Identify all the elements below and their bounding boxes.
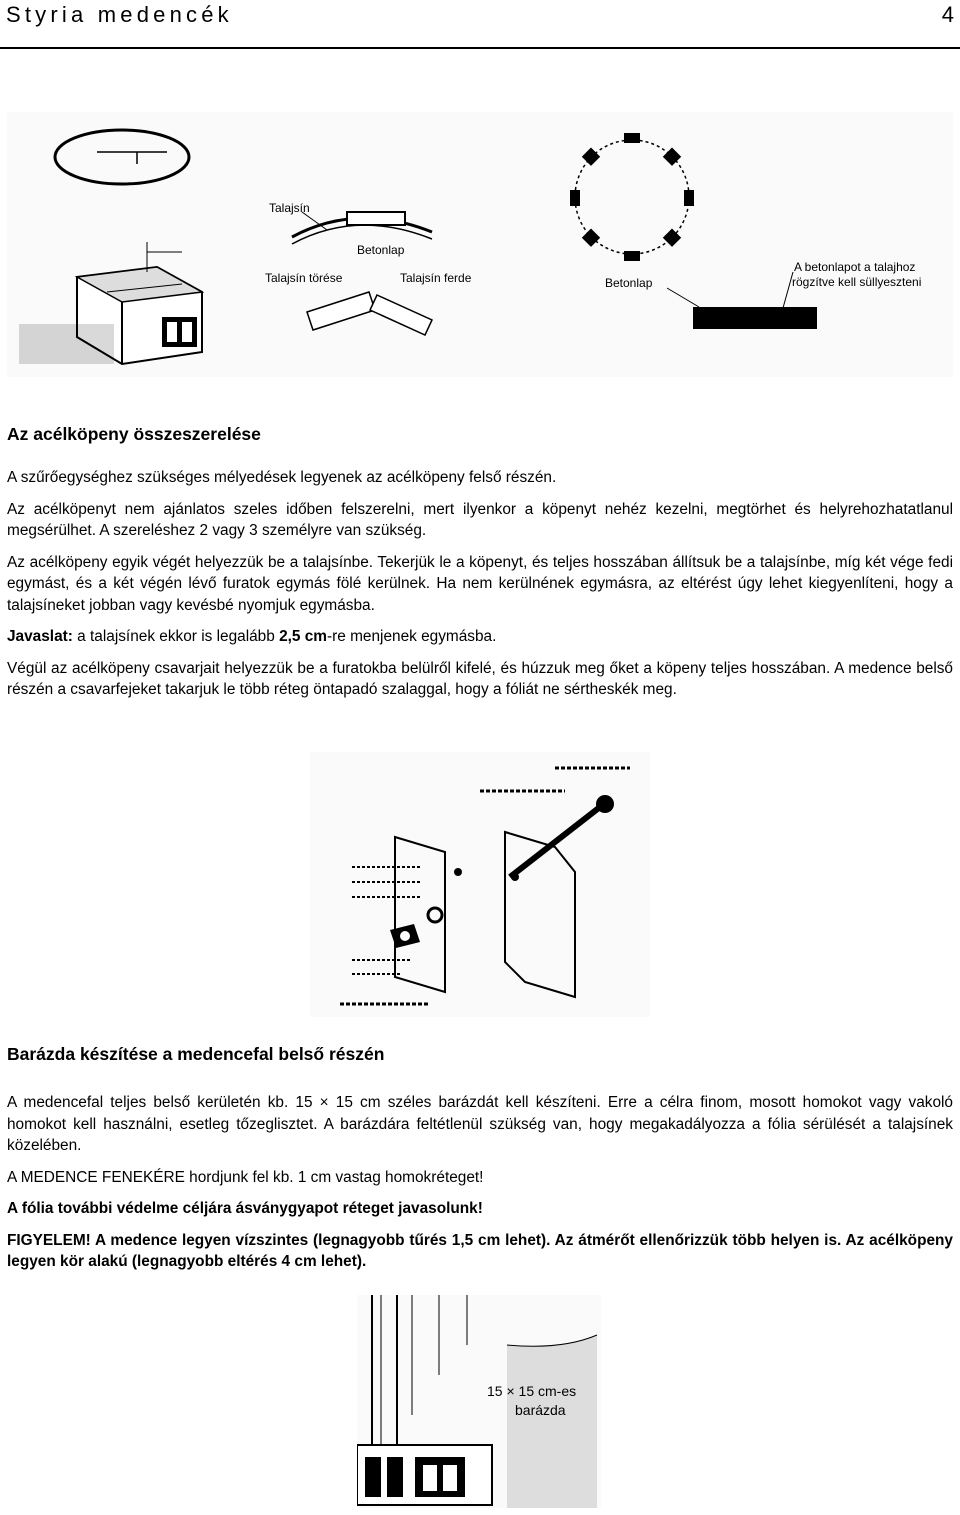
warning-paragraph: FIGYELEM! A medence legyen vízszintes (legnagyobb tűrés 1,5 cm lehet). Az átmérőt ellenőrizzük több helyen is. Az acélköpeny legyen kör alakú (legnagyobb eltérés 4 cm lehet).	[7, 1231, 953, 1270]
label-sullyeszt-1: A betonlapot a talajhoz	[794, 260, 916, 274]
groove-figure	[357, 1295, 601, 1508]
section-title: Az acélköpeny összeszerelése	[7, 424, 261, 444]
paragraph: Végül az acélköpeny csavarjait helyezzük be a furatokba belülről kifelé, és húzzuk meg őket a köpeny teljes hosszában. A medence belső részén a csavarfejeket takarjuk le több réteg öntapadó szalaggal, hogy a fóliát ne sértheskék meg.	[7, 659, 953, 698]
paragraph: A medencefal teljes belső kerületén kb. 15 × 15 cm széles barázdát kell készíteni. Erre a célra finom, mosott homokot vagy vakoló homokot kell használni, esetleg tőzeglisztet. A barázdára feltétlenül szükség van, hogy megakadályozza a fólia sérülését a talajsínek közelében.	[7, 1094, 953, 1154]
label-groove-2: barázda	[515, 1402, 566, 1418]
section-steel-wall-assembly	[7, 424, 953, 701]
ground-rail-figure	[7, 112, 953, 377]
recommendation-paragraph: Javaslat: a talajsínek ekkor is legalább 2,5 cm-re menjenek egymásba.	[7, 628, 497, 645]
page-header	[0, 0, 960, 50]
label-betonlap-2: Betonlap	[605, 276, 653, 290]
label-betonlap: Betonlap	[357, 243, 405, 257]
paragraph: Az acélköpenyt nem ajánlatos szeles időben felszerelni, mert ilyenkor a köpenyt nehéz kezelni, megtörhet és helyrehozhatatlanul megsérülhet. A szereléshez 2 vagy 3 személyre van szükség.	[7, 500, 953, 539]
section-title: Barázda készítése a medencefal belső részén	[7, 1044, 385, 1064]
recommendation-label: Javaslat:	[7, 628, 73, 645]
label-talajsin: Talajsín	[269, 201, 310, 215]
label-groove-1: 15 × 15 cm-es	[487, 1383, 577, 1399]
paragraph: A MEDENCE FENEKÉRE hordjunk fel kb. 1 cm vastag homokréteget!	[7, 1168, 484, 1186]
label-talajsin-torese: Talajsín törése	[265, 271, 343, 285]
header-divider	[0, 47, 960, 49]
paragraph: Az acélköpeny egyik végét helyezzük be a talajsínbe. Tekerjük le a köpenyt, és teljes hosszában állítsuk be a talajsínbe, míg két vége fedi egymást, és a két végén lévő furatok egymás fölé kerülnek. Ha nem kerülnének egymásra, az eltérést úgy lehet kiegyenlíteni, hogy a talajsíneket jobban vagy kevésbé nyomjuk egymásba.	[7, 553, 953, 614]
bolt-assembly-figure	[310, 752, 650, 1017]
label-sullyeszt-2: rögzítve kell süllyeszteni	[792, 275, 922, 289]
label-talajsin-ferde: Talajsín ferde	[400, 271, 472, 285]
page-number: 4	[941, 2, 954, 27]
section-groove	[7, 1044, 953, 1273]
header-title: Styria medencék	[6, 2, 233, 27]
paragraph: A szűrőegységhez szükséges mélyedések legyenek az acélköpeny felső részén.	[7, 469, 557, 486]
paragraph-bold: A fólia további védelme céljára ásványgyapot réteget javasolunk!	[7, 1200, 483, 1217]
